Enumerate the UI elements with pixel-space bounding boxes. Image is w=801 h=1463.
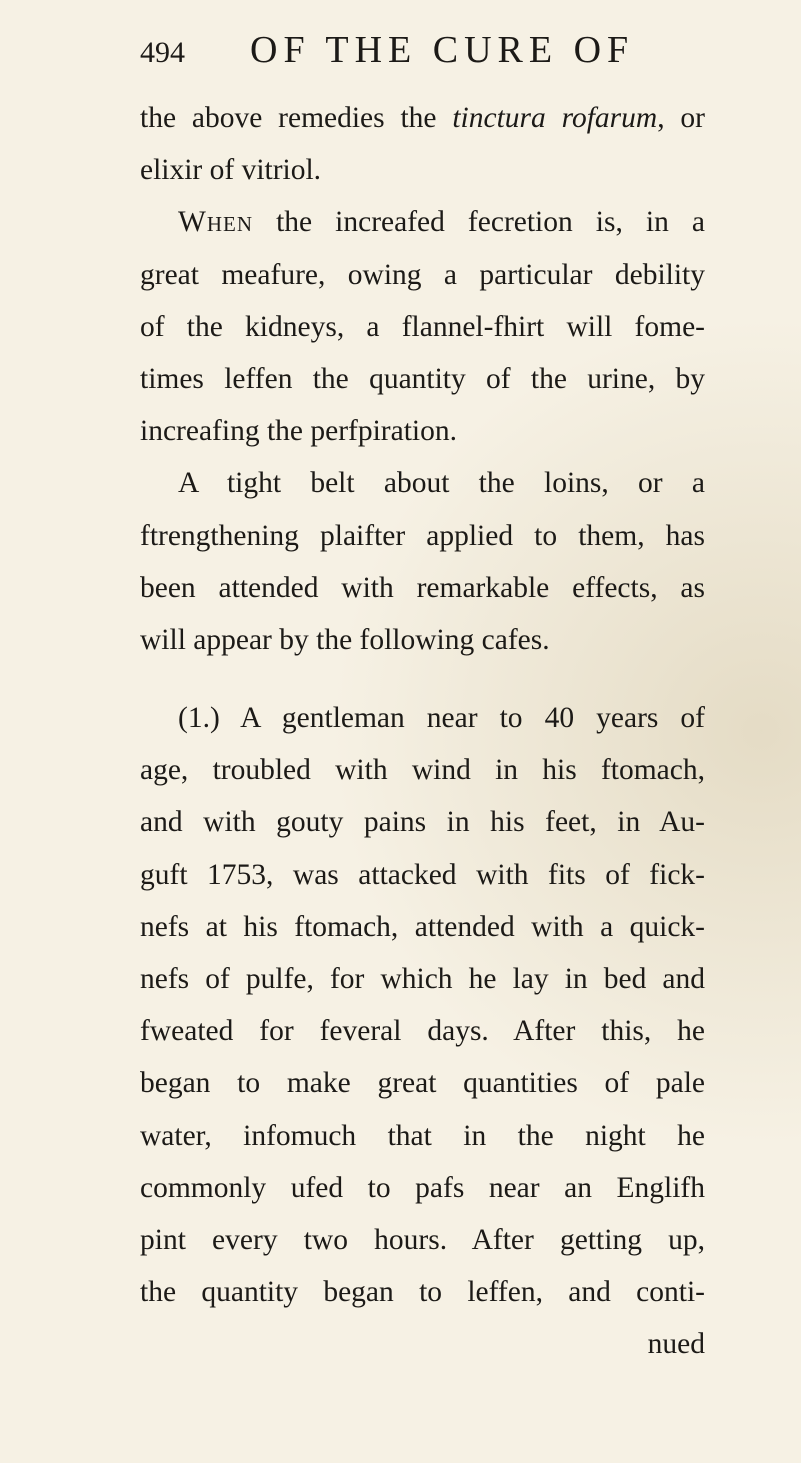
text-line: the above remedies the tinctura rofarum, or xyxy=(140,102,706,134)
running-head: OF THE CURE OF xyxy=(250,29,635,71)
text-line: pint every two hours. After getting up, xyxy=(140,1223,705,1256)
text-line: commonly ufed to pafs near an Englifh xyxy=(140,1171,705,1204)
text-line: nefs of pulfe, for which he lay in bed and xyxy=(140,963,705,995)
catchword: nued xyxy=(647,1328,705,1361)
text-line: began to make great quantities of pale xyxy=(140,1067,705,1100)
text-line: great meafure, owing a particular debility xyxy=(140,258,705,291)
text-line: A tight belt about the loins, or a xyxy=(178,467,705,500)
italic-phrase: tinctura rofarum xyxy=(452,102,658,134)
page-header xyxy=(140,14,700,74)
text-line: When the increafed fecretion is, in a xyxy=(178,206,705,239)
text-line: ftrengthening plaifter applied to them, has xyxy=(140,519,705,552)
text-line: elixir of vitriol. xyxy=(140,154,322,187)
text-line: the quantity began to leffen, and conti- xyxy=(140,1276,705,1309)
text-line: guft 1753, was attacked with fits of fick- xyxy=(140,858,705,891)
text-line: increafing the perfpiration. xyxy=(140,415,457,448)
small-caps-word: When xyxy=(178,206,254,239)
text-line: (1.) A gentleman near to 40 years of xyxy=(178,702,705,735)
text-line: age, troubled with wind in his ftomach, xyxy=(140,754,705,787)
text-line: and with gouty pains in his feet, in Au- xyxy=(140,806,705,839)
text-line: nefs at his ftomach, attended with a quick- xyxy=(140,910,705,943)
text-line: fweated for feveral days. After this, he xyxy=(140,1015,705,1048)
text-line: been attended with remarkable effects, as xyxy=(140,571,705,604)
text-line: of the kidneys, a flannel-fhirt will fome- xyxy=(140,310,705,343)
page-number: 494 xyxy=(140,36,185,69)
text-line: times leffen the quantity of the urine, by xyxy=(140,362,705,395)
text-line: water, infomuch that in the night he xyxy=(140,1119,705,1152)
body-text xyxy=(140,92,705,1371)
text-line: will appear by the following cafes. xyxy=(140,623,550,656)
